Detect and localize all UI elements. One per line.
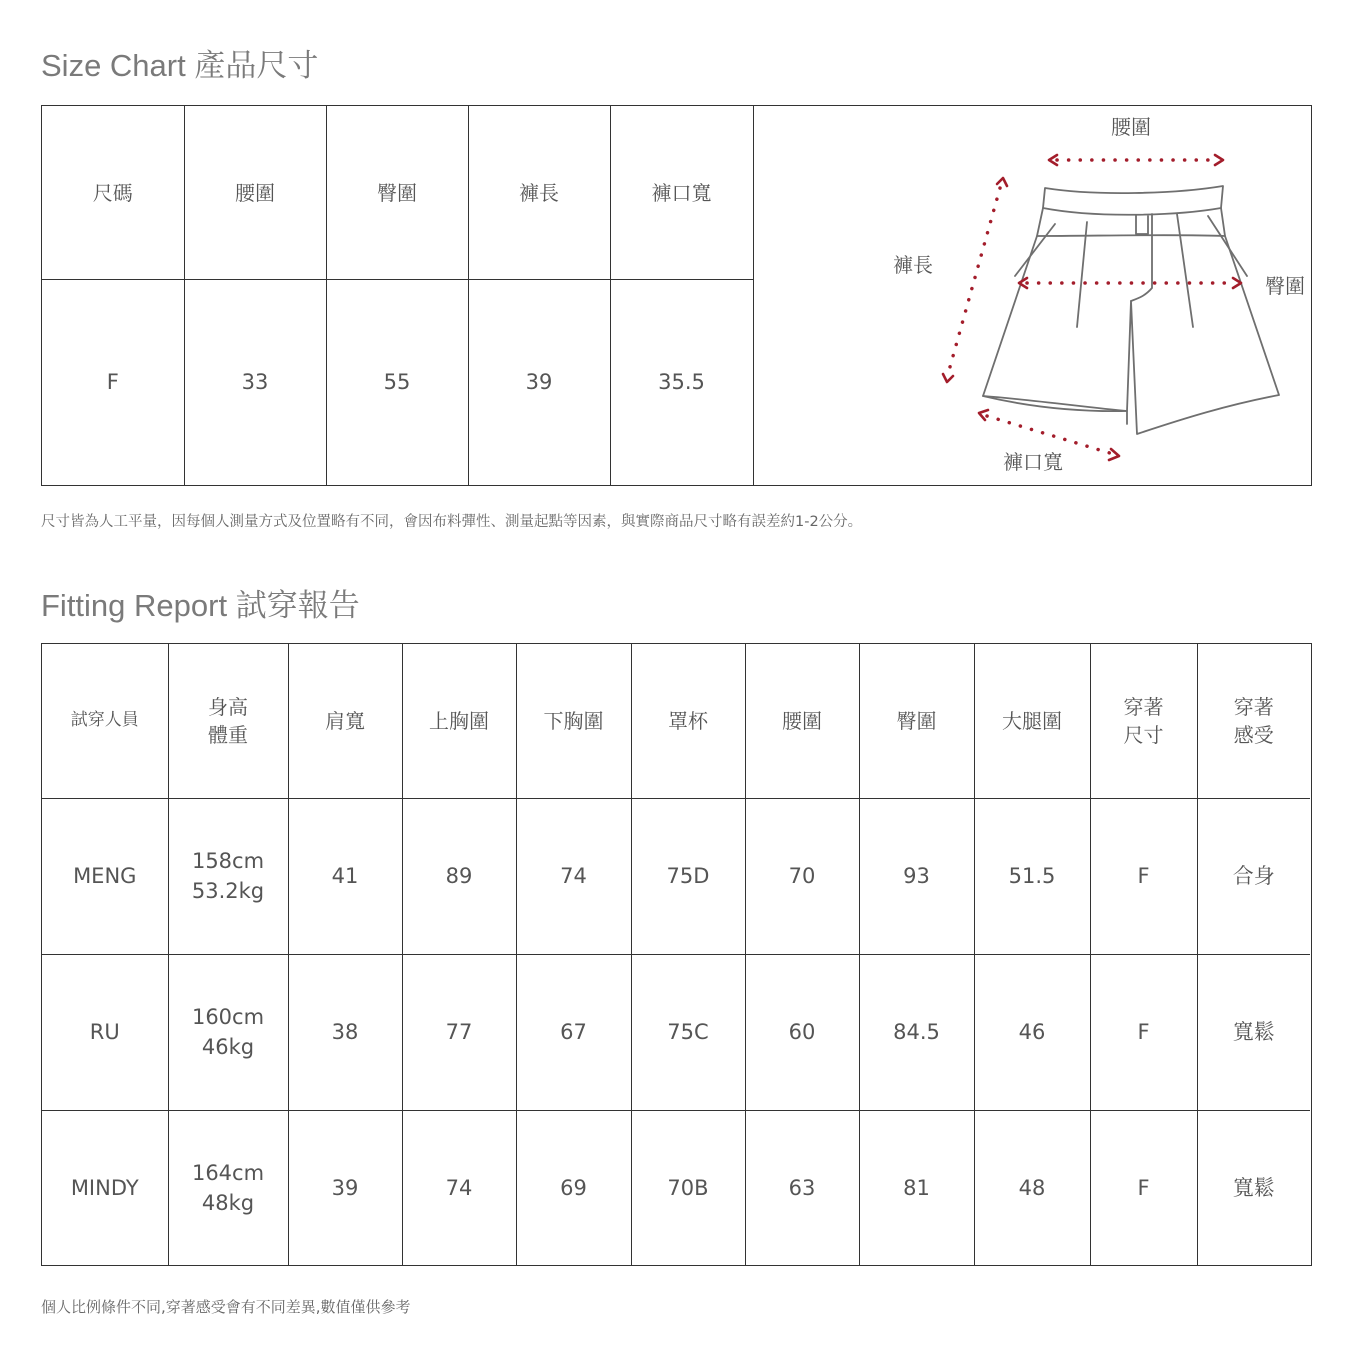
diagram-label-hip: 臀圍 — [1265, 274, 1305, 298]
shorts-illustration — [983, 186, 1279, 434]
fit-cell-hip: 84.5 — [859, 955, 974, 1111]
measure-hip — [1019, 274, 1305, 298]
size-chart-title: Size Chart 產品尺寸 — [41, 48, 319, 83]
fit-cell-hip: 93 — [859, 799, 974, 955]
fitting-report-note: 個人比例條件不同,穿著感受會有不同差異,數值僅供參考 — [41, 1298, 411, 1316]
fit-cell-name: MENG — [42, 799, 168, 955]
fit-cell-feel: 寬鬆 — [1197, 955, 1310, 1111]
fit-cell-cup: 70B — [631, 1111, 745, 1267]
fit-cell-height-weight: 158cm 53.2kg — [168, 799, 288, 955]
size-table-row — [42, 280, 753, 486]
size-header-hem: 褲口寬 — [610, 106, 753, 280]
size-cell-hem: 35.5 — [610, 280, 753, 486]
shorts-measurement-diagram — [795, 106, 1311, 484]
fitting-report-title: Fitting Report 試穿報告 — [41, 588, 360, 623]
fit-header-thigh: 大腿圍 — [974, 644, 1090, 799]
waistband-line — [1043, 208, 1221, 215]
measure-hem — [979, 410, 1119, 474]
fit-cell-under-bust: 69 — [516, 1111, 631, 1267]
table-row — [42, 955, 1310, 1111]
fit-cell-waist: 63 — [745, 1111, 859, 1267]
left-pocket — [1077, 222, 1087, 327]
fitting-table — [42, 644, 1310, 1266]
table-row — [42, 1111, 1310, 1267]
fit-header-waist: 腰圍 — [745, 644, 859, 799]
fit-cell-upper-bust: 89 — [402, 799, 516, 955]
size-cell-size: F — [42, 280, 184, 486]
size-header-hip: 臀圍 — [326, 106, 468, 280]
fit-header-under-bust: 下胸圍 — [516, 644, 631, 799]
fit-cell-height-weight: 160cm 46kg — [168, 955, 288, 1111]
fit-header-shoulder: 肩寬 — [288, 644, 402, 799]
table-row — [42, 799, 1310, 955]
size-cell-waist: 33 — [184, 280, 326, 486]
size-cell-hip: 55 — [326, 280, 468, 486]
size-table-header-row — [42, 106, 753, 280]
size-header-length: 褲長 — [468, 106, 610, 280]
right-pocket — [1177, 214, 1193, 327]
fit-header-hip: 臀圍 — [859, 644, 974, 799]
fit-cell-shoulder: 39 — [288, 1111, 402, 1267]
fit-cell-thigh: 46 — [974, 955, 1090, 1111]
right-pleat — [1208, 216, 1247, 276]
fit-cell-size: F — [1090, 955, 1197, 1111]
size-chart-frame — [41, 105, 1312, 486]
fit-header-upper-bust: 上胸圍 — [402, 644, 516, 799]
fit-header-height-weight: 身高 體重 — [168, 644, 288, 799]
fit-cell-size: F — [1090, 799, 1197, 955]
diagram-label-waist: 腰圍 — [1111, 115, 1151, 139]
fit-cell-cup: 75C — [631, 955, 745, 1111]
fit-cell-name: RU — [42, 955, 168, 1111]
fit-cell-feel: 寬鬆 — [1197, 1111, 1310, 1267]
fit-cell-under-bust: 67 — [516, 955, 631, 1111]
size-header-waist: 腰圍 — [184, 106, 326, 280]
fit-cell-height-weight: 164cm 48kg — [168, 1111, 288, 1267]
fit-cell-waist: 70 — [745, 799, 859, 955]
size-table — [42, 106, 754, 485]
fit-header-size-worn: 穿著 尺寸 — [1090, 644, 1197, 799]
fit-cell-cup: 75D — [631, 799, 745, 955]
size-chart-note: 尺寸皆為人工平量，因每個人測量方式及位置略有不同，會因布料彈性、測量起點等因素，與實際商品尺寸略有誤差約1-2公分。 — [41, 514, 863, 530]
fit-cell-feel: 合身 — [1197, 799, 1310, 955]
fit-header-cup: 罩杯 — [631, 644, 745, 799]
measure-waist — [1049, 115, 1223, 165]
fit-cell-upper-bust: 77 — [402, 955, 516, 1111]
fit-header-model: 試穿人員 — [42, 644, 168, 799]
fit-cell-thigh: 48 — [974, 1111, 1090, 1267]
size-header-size: 尺碼 — [42, 106, 184, 280]
fit-cell-waist: 60 — [745, 955, 859, 1111]
button-tab — [1136, 215, 1148, 234]
left-pleat — [1015, 224, 1055, 276]
fit-cell-shoulder: 38 — [288, 955, 402, 1111]
fit-cell-upper-bust: 74 — [402, 1111, 516, 1267]
fit-cell-under-bust: 74 — [516, 799, 631, 955]
fitting-report-frame — [41, 643, 1312, 1266]
measure-length — [893, 178, 1007, 382]
fit-cell-shoulder: 41 — [288, 799, 402, 955]
fit-cell-hip: 81 — [859, 1111, 974, 1267]
fit-cell-name: MINDY — [42, 1111, 168, 1267]
shorts-outline — [983, 186, 1279, 434]
fitting-table-header-row — [42, 644, 1310, 799]
fit-cell-size: F — [1090, 1111, 1197, 1267]
size-cell-length: 39 — [468, 280, 610, 486]
diagram-label-length: 褲長 — [893, 253, 933, 277]
waistband-lower-line — [1037, 235, 1225, 236]
fit-cell-thigh: 51.5 — [974, 799, 1090, 955]
diagram-label-hem: 褲口寬 — [1003, 450, 1063, 474]
fit-header-feel: 穿著 感受 — [1197, 644, 1310, 799]
